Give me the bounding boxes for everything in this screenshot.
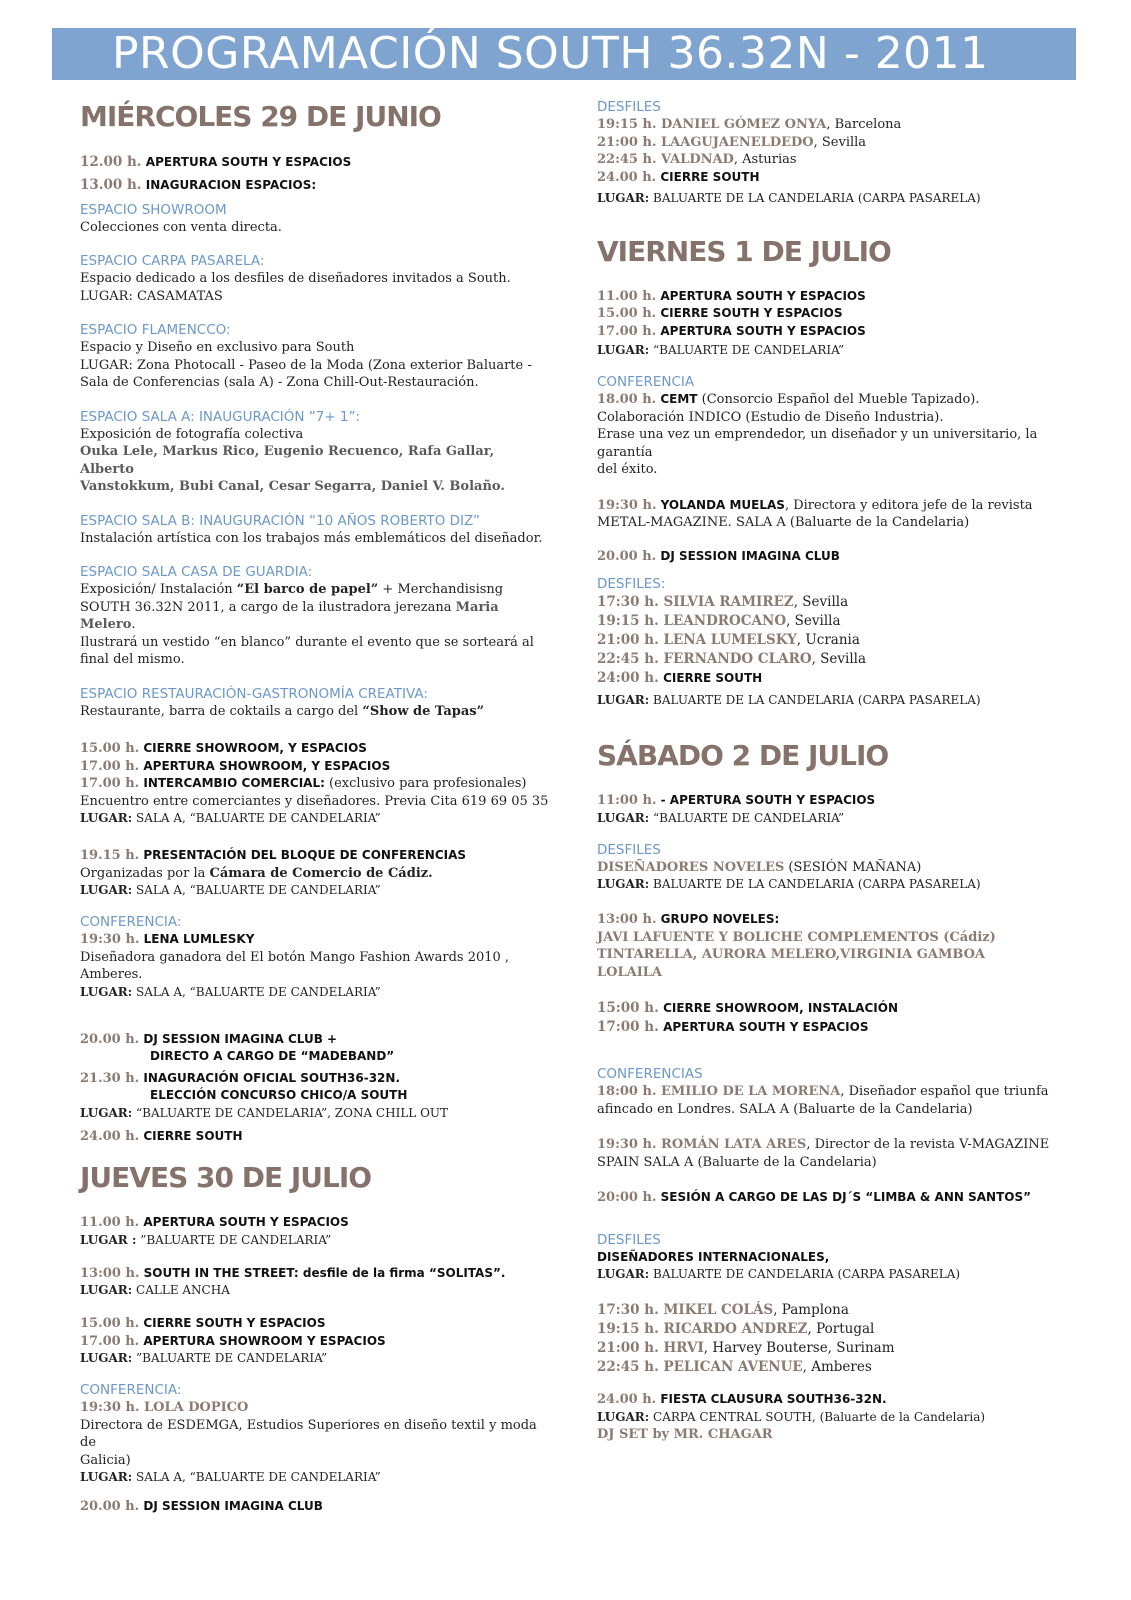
right-column xyxy=(597,98,1077,1455)
section-conferencia: CONFERENCIA 18.00 h. CEMT (Consorcio Español del Mueble Tapizado). Colaboración INDICO (Estudio de Diseño Industria). Erase una vez un emprendedor, un diseñador y un universitario, la garantía del éxito. xyxy=(597,374,1038,478)
section-desfiles: DESFILES 19:15 h. DANIEL GÓMEZ ONYA, Barcelona 21:00 h. LAAGUJAENELDEDO, Sevilla 22:45 h. VALDNAD, Asturias 24.00 h. CIERRE SOUTH LUGAR: BALUARTE DE LA CANDELARIA (CARPA PASARELA) xyxy=(597,99,981,205)
event-group: 19.15 h. PRESENTACIÓN DEL BLOQUE DE CONFERENCIAS Organizadas por la Cámara de Comercio de Cádiz. LUGAR: SALA A, “BALUARTE DE CANDELARIA” xyxy=(80,848,467,898)
page-title: PROGRAMACIÓN SOUTH 36.32N - 2011 xyxy=(112,28,989,79)
event: 20:00 h. SESIÓN A CARGO DE LAS DJ´S “LIMBA & ANN SANTOS” xyxy=(597,1190,1031,1206)
event-group: 19:30 h. ROMÁN LATA ARES, Director de la revista V-MAGAZINE SPAIN SALA A (Baluarte de la Candelaria) xyxy=(597,1137,1050,1170)
event-group: 19:30 h. YOLANDA MUELAS, Directora y editora jefe de la revista METAL-MAGAZINE. SALA A (Baluarte de la Candelaria) xyxy=(597,497,1033,531)
section-casa-guardia: ESPACIO SALA CASA DE GUARDIA: Exposición/ Instalación “El barco de papel” + Merchandisisng SOUTH 36.32N 2011, a cargo de la ilustradora jerezana Maria Melero. Ilustrará un vestido “en blanco” durante el evento que se sorteará al final del mismo. xyxy=(80,564,534,668)
section-sala-a: ESPACIO SALA A: INAUGURACIÓN ”7+ 1”: Exposición de fotografía colectiva Ouka Lele, Markus Rico, Eugenio Recuenco, Rafa Gallar, Alberto Vanstokkum, Bubi Canal, Cesar Segarra, Daniel V. Bolaño. xyxy=(80,408,505,495)
event-group: 13:00 h. SOUTH IN THE STREET: desfile de la firma “SOLITAS”. LUGAR: CALLE ANCHA xyxy=(80,1265,506,1298)
event-group: 11.00 h. APERTURA SOUTH Y ESPACIOS 15.00 h. CIERRE SOUTH Y ESPACIOS 17.00 h. APERTURA SOUTH Y ESPACIOS LUGAR: “BALUARTE DE CANDELARIA” xyxy=(597,288,866,358)
event-group: 20.00 h. DJ SESSION IMAGINA CLUB + DIRECTO A CARGO DE “MADEBAND” 21.30 h. INAGURACIÓN OFICIAL SOUTH36-32N. ELECCIÓN CONCURSO CHICO/A SOUTH LUGAR: “BALUARTE DE CANDELARIA”, ZONA CHILL OUT 24.00 h. CIERRE SOUTH xyxy=(80,1031,449,1144)
section-carpa-pasarela: ESPACIO CARPA PASARELA: Espacio dedicado a los desfiles de diseñadores invitados a South. LUGAR: CASAMATAS xyxy=(80,253,511,304)
section-sala-b: ESPACIO SALA B: INAUGURACIÓN “10 AÑOS ROBERTO DIZ” Instalación artística con los trabajos más emblemáticos del diseñador. xyxy=(80,512,543,546)
day-heading-friday: VIERNES 1 DE JULIO xyxy=(597,235,891,268)
event: 12.00 h. APERTURA SOUTH Y ESPACIOS xyxy=(80,153,352,170)
event-group: 13:00 h. GRUPO NOVELES: JAVI LAFUENTE Y BOLICHE COMPLEMENTOS (Cádiz) TINTARELLA, AURORA MELERO,VIRGINIA GAMBOA LOLAILA xyxy=(597,912,996,980)
event-group: 15.00 h. CIERRE SHOWROOM, Y ESPACIOS 17.00 h. APERTURA SHOWROOM, Y ESPACIOS 17.00 h. INTERCAMBIO COMERCIAL: (exclusivo para profesionales) Encuentro entre comerciantes y diseñadores. Previa Cita 619 69 05 35 LUGAR: SALA A, “BALUARTE DE CANDELARIA” xyxy=(80,741,549,826)
section-restauracion: ESPACIO RESTAURACIÓN-GASTRONOMÍA CREATIVA: Restaurante, barra de coktails a cargo del “Show de Tapas” xyxy=(80,685,485,719)
title-banner xyxy=(52,28,1076,80)
section-showroom: ESPACIO SHOWROOM Colecciones con venta directa. xyxy=(80,201,282,235)
event-group: 15.00 h. CIERRE SOUTH Y ESPACIOS 17.00 h. APERTURA SHOWROOM Y ESPACIOS LUGAR: ”BALUARTE DE CANDELARIA” xyxy=(80,1316,386,1366)
event: 20.00 h. DJ SESSION IMAGINA CLUB xyxy=(80,1499,323,1515)
section-desfiles: DESFILES DISEÑADORES INTERNACIONALES, LUGAR: BALUARTE DE CANDELARIA (CARPA PASARELA) xyxy=(597,1231,961,1282)
event: 20.00 h. DJ SESSION IMAGINA CLUB xyxy=(597,548,840,564)
day-heading-wednesday: MIÉRCOLES 29 DE JUNIO xyxy=(80,100,441,133)
section-conferencia: CONFERENCIA: 19:30 h. LENA LUMLESKY Diseñadora ganadora del El botón Mango Fashion Awards 2010 , Amberes. LUGAR: SALA A, “BALUARTE DE CANDELARIA” xyxy=(80,914,510,999)
section-desfiles: DESFILES: 17:30 h. SILVIA RAMIREZ, Sevilla 19:15 h. LEANDROCANO, Sevilla 21:00 h. LENA LUMELSKY, Ucrania 22:45 h. FERNANDO CLARO, Sevilla 24:00 h. CIERRE SOUTH LUGAR: BALUARTE DE LA CANDELARIA (CARPA PASARELA) xyxy=(597,576,981,708)
day-heading-thursday: JUEVES 30 DE JULIO xyxy=(80,1161,372,1195)
section-conferencia: CONFERENCIA: 19:30 h. LOLA DOPICO Directora de ESDEMGA, Estudios Superiores en diseño textil y moda de Galicia) LUGAR: SALA A, “BALUARTE DE CANDELARIA” xyxy=(80,1382,537,1485)
section-desfiles: DESFILES DISEÑADORES NOVELES (SESIÓN MAÑANA) LUGAR: BALUARTE DE LA CANDELARIA (CARPA PASARELA) xyxy=(597,841,981,892)
event-group: 11:00 h. - APERTURA SOUTH Y ESPACIOS LUGAR: “BALUARTE DE CANDELARIA” xyxy=(597,793,876,825)
section-flamenco: ESPACIO FLAMENCCO: Espacio y Diseño en exclusivo para South LUGAR: Zona Photocall - Paseo de la Moda (Zona exterior Baluarte - Sala de Conferencias (sala A) - Zona Chill-Out-Restauración. xyxy=(80,322,532,391)
section-conferencias: CONFERENCIAS 18:00 h. EMILIO DE LA MORENA, Diseñador español que triunfa afincado en Londres. SALA A (Baluarte de la Candelaria) xyxy=(597,1066,1049,1117)
event-group: 15:00 h. CIERRE SHOWROOM, INSTALACIÓN 17:00 h. APERTURA SOUTH Y ESPACIOS xyxy=(597,1000,898,1036)
event-group: 24.00 h. FIESTA CLAUSURA SOUTH36-32N. LUGAR: CARPA CENTRAL SOUTH, (Baluarte de la Candelaria) DJ SET by MR. CHAGAR xyxy=(597,1392,986,1442)
event-group: 11.00 h. APERTURA SOUTH Y ESPACIOS LUGAR : ”BALUARTE DE CANDELARIA” xyxy=(80,1215,349,1247)
left-column xyxy=(80,88,550,1516)
event-group: 17:30 h. MIKEL COLÁS, Pamplona 19:15 h. RICARDO ANDREZ, Portugal 21:00 h. HRVI, Harvey Bouterse, Surinam 22:45 h. PELICAN AVENUE, Amberes xyxy=(597,1302,895,1376)
day-heading-saturday: SÁBADO 2 DE JULIO xyxy=(597,739,889,773)
event: 13.00 h. INAGURACION ESPACIOS: xyxy=(80,176,317,193)
